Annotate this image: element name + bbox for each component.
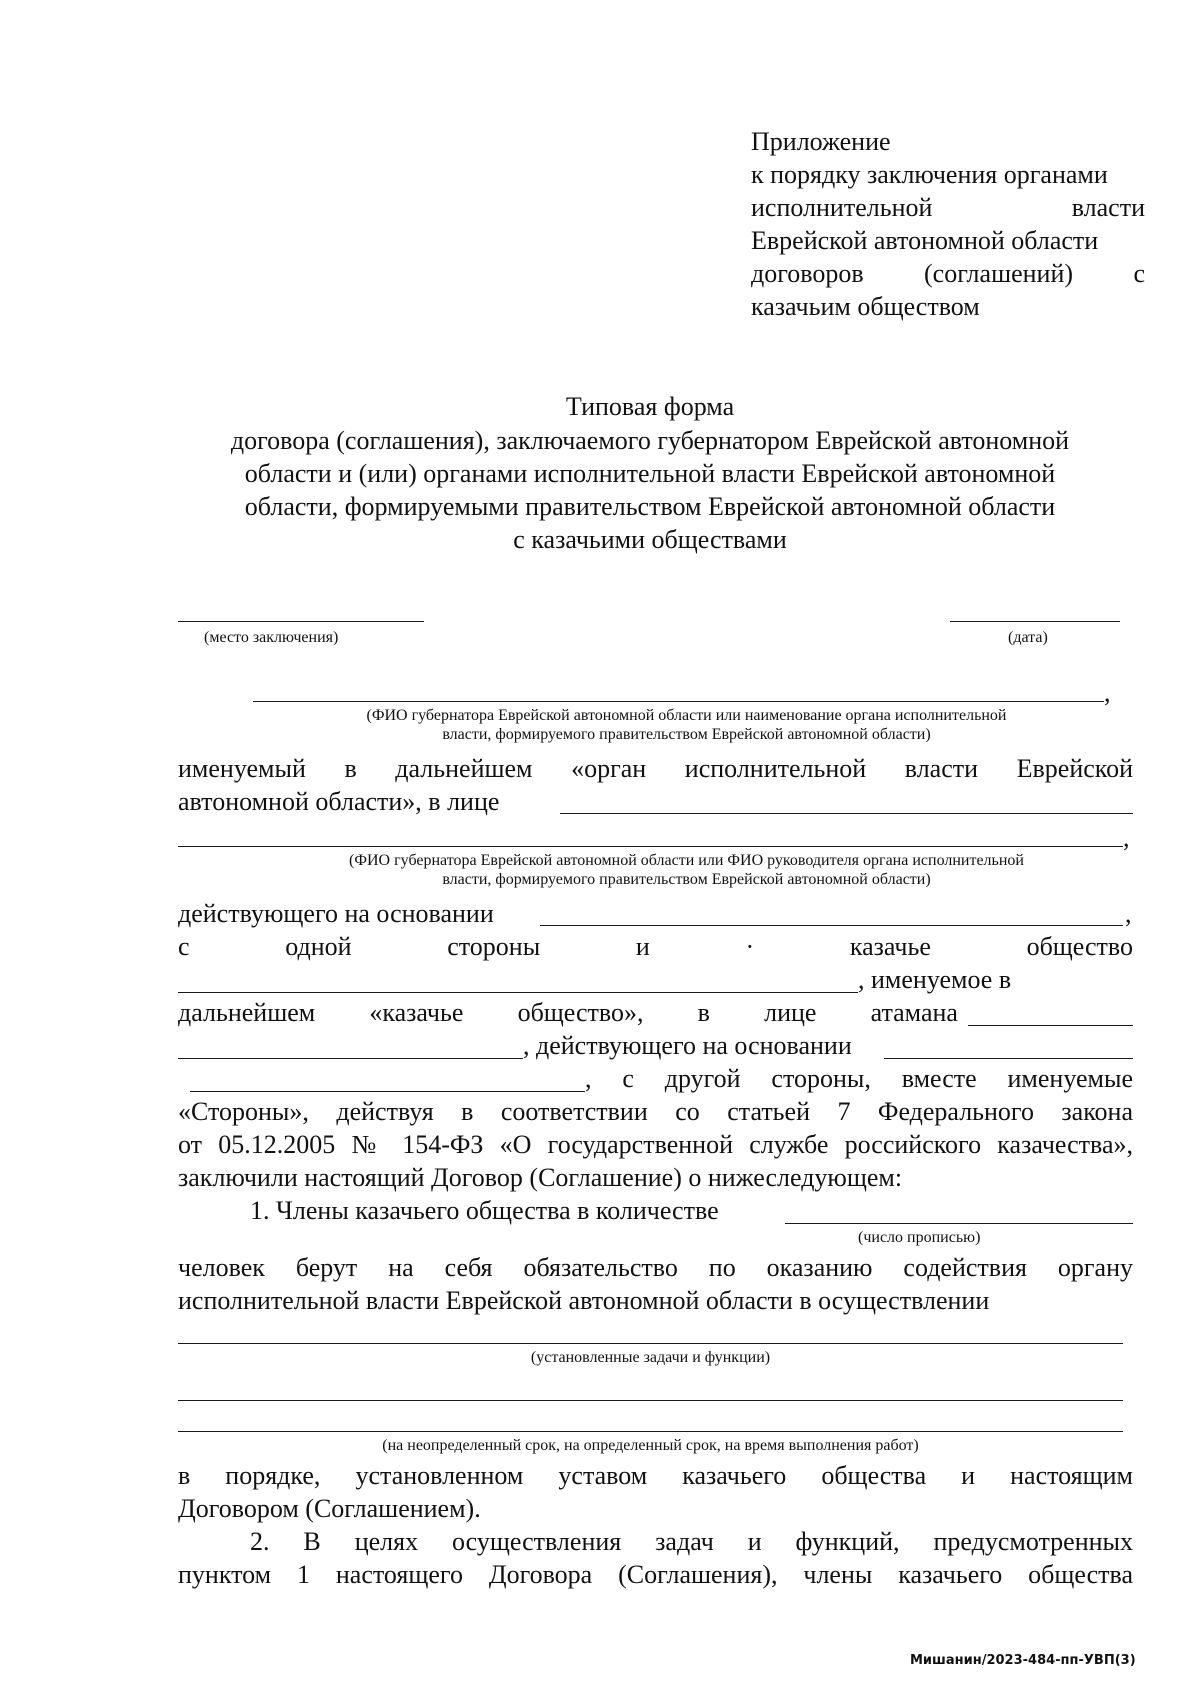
party2-named-text: , именуемое в xyxy=(858,965,1012,994)
party2-word: и xyxy=(635,932,650,961)
place-label: (место заключения) xyxy=(204,629,339,646)
party1-rep-field-line-2[interactable] xyxy=(178,846,1123,847)
party1-caption: власти, формируемого правительством Еврейской автономной области) xyxy=(442,726,931,743)
party1-rep-caption: (ФИО губернатора Еврейской автономной области или ФИО руководителя органа исполнительной xyxy=(349,852,1024,869)
party2-word: · xyxy=(745,932,755,961)
appendix-word: с xyxy=(1133,259,1145,288)
tasks-field-line[interactable] xyxy=(178,1343,1123,1344)
place-field-line[interactable] xyxy=(178,621,424,622)
party1-basis-field-line[interactable] xyxy=(540,925,1123,926)
ataman-field-line-2[interactable] xyxy=(178,1058,523,1059)
date-field-line[interactable] xyxy=(950,621,1120,622)
appendix-line: к порядку заключения органами xyxy=(751,160,1108,189)
preamble-line: заключили настоящий Договор (Соглашение) о нижеследующем: xyxy=(178,1163,903,1192)
party2-name-field-line[interactable] xyxy=(178,992,858,993)
appendix-word: договоров xyxy=(751,259,864,288)
party1-rep-field-line[interactable] xyxy=(560,813,1133,814)
party2-word: в xyxy=(697,998,710,1027)
party1-comma: , xyxy=(1104,678,1111,707)
party2-word: атамана xyxy=(870,998,958,1027)
party1-text-line: автономной области», в лице xyxy=(178,787,500,816)
heading-line: области, формируемыми правительством Еврейской автономной области xyxy=(244,492,1056,521)
term-field-line[interactable] xyxy=(178,1431,1123,1432)
party2-word: общество», xyxy=(517,998,644,1027)
party2-other-side-text: , с другой стороны, вместе именуемые xyxy=(585,1064,1133,1093)
appendix-word: (соглашений) xyxy=(924,259,1074,288)
party1-basis-comma: , xyxy=(1125,899,1132,928)
party2-line xyxy=(178,930,1133,963)
party1-text-line: именуемый в дальнейшем «орган исполнительной власти Еврейской xyxy=(178,754,1133,783)
party2-line xyxy=(178,996,958,1029)
party2-basis-field-line[interactable] xyxy=(884,1058,1133,1059)
appendix-word: власти xyxy=(1071,193,1145,222)
appendix-line xyxy=(751,191,1145,224)
party1-rep-comma: , xyxy=(1123,823,1130,852)
party2-word: общество xyxy=(1026,932,1133,961)
clause1-text-line: человек берут на себя обязательство по оказанию содействия органу xyxy=(178,1253,1133,1282)
party2-word: лице xyxy=(764,998,817,1027)
member-count-caption: (число прописью) xyxy=(858,1229,981,1246)
party1-caption: (ФИО губернатора Еврейской автономной области или наименование органа исполнительной xyxy=(366,707,1007,724)
document-reference-code: Мишанин/2023-484-пп-УВП(3) xyxy=(910,1653,1136,1668)
party2-basis-field-line-2[interactable] xyxy=(190,1091,585,1092)
party2-word: казачье xyxy=(849,932,931,961)
tasks-caption: (установленные задачи и функции) xyxy=(530,1349,771,1366)
heading-line: с казачьими обществами xyxy=(513,525,787,554)
appendix-line: казачьим обществом xyxy=(751,292,980,321)
appendix-line: Еврейской автономной области xyxy=(751,226,1099,255)
member-count-field-line[interactable] xyxy=(785,1223,1133,1224)
clause2-line: 2. В целях осуществления задач и функций, предусмотренных xyxy=(250,1527,1133,1556)
party1-name-field-line[interactable] xyxy=(253,701,1104,702)
clause1-lead: 1. Члены казачьего общества в количестве xyxy=(250,1196,719,1225)
clause1-text-line: исполнительной власти Еврейской автономной области в осуществлении xyxy=(178,1286,990,1315)
heading-line: договора (соглашения), заключаемого губернатором Еврейской автономной xyxy=(230,426,1070,455)
party2-acting-text: , действующего на основании xyxy=(523,1031,852,1060)
heading-line: области и (или) органами исполнительной власти Еврейской автономной xyxy=(244,459,1056,488)
appendix-title: Приложение xyxy=(751,127,891,156)
party2-word: стороны xyxy=(447,932,541,961)
clause2-line: пунктом 1 настоящего Договора (Соглашения), члены казачьего общества xyxy=(178,1560,1133,1589)
tasks-field-line-2[interactable] xyxy=(178,1400,1123,1401)
clause1-text-line: в порядке, установленном уставом казачьего общества и настоящим xyxy=(178,1461,1133,1490)
party2-word: одной xyxy=(285,932,352,961)
appendix-word: исполнительной xyxy=(751,193,933,222)
heading-line: Типовая форма xyxy=(565,392,735,421)
preamble-line: от 05.12.2005 № 154-ФЗ «О государственной службе российского казачества», xyxy=(178,1130,1133,1159)
party1-rep-caption: власти, формируемого правительством Еврейской автономной области) xyxy=(442,871,931,888)
term-caption: (на неопределенный срок, на определенный срок, на время выполнения работ) xyxy=(382,1437,919,1454)
party2-word: дальнейшем xyxy=(178,998,316,1027)
date-label: (дата) xyxy=(1008,629,1048,646)
ataman-field-line[interactable] xyxy=(968,1025,1133,1026)
clause1-text-line: Договором (Соглашением). xyxy=(178,1494,481,1523)
party1-basis-label: действующего на основании xyxy=(178,899,494,928)
party2-word: с xyxy=(178,932,190,961)
preamble-line: «Стороны», действуя в соответствии со статьей 7 Федерального закона xyxy=(178,1097,1133,1126)
party2-word: «казачье xyxy=(369,998,464,1027)
appendix-line xyxy=(751,257,1145,290)
